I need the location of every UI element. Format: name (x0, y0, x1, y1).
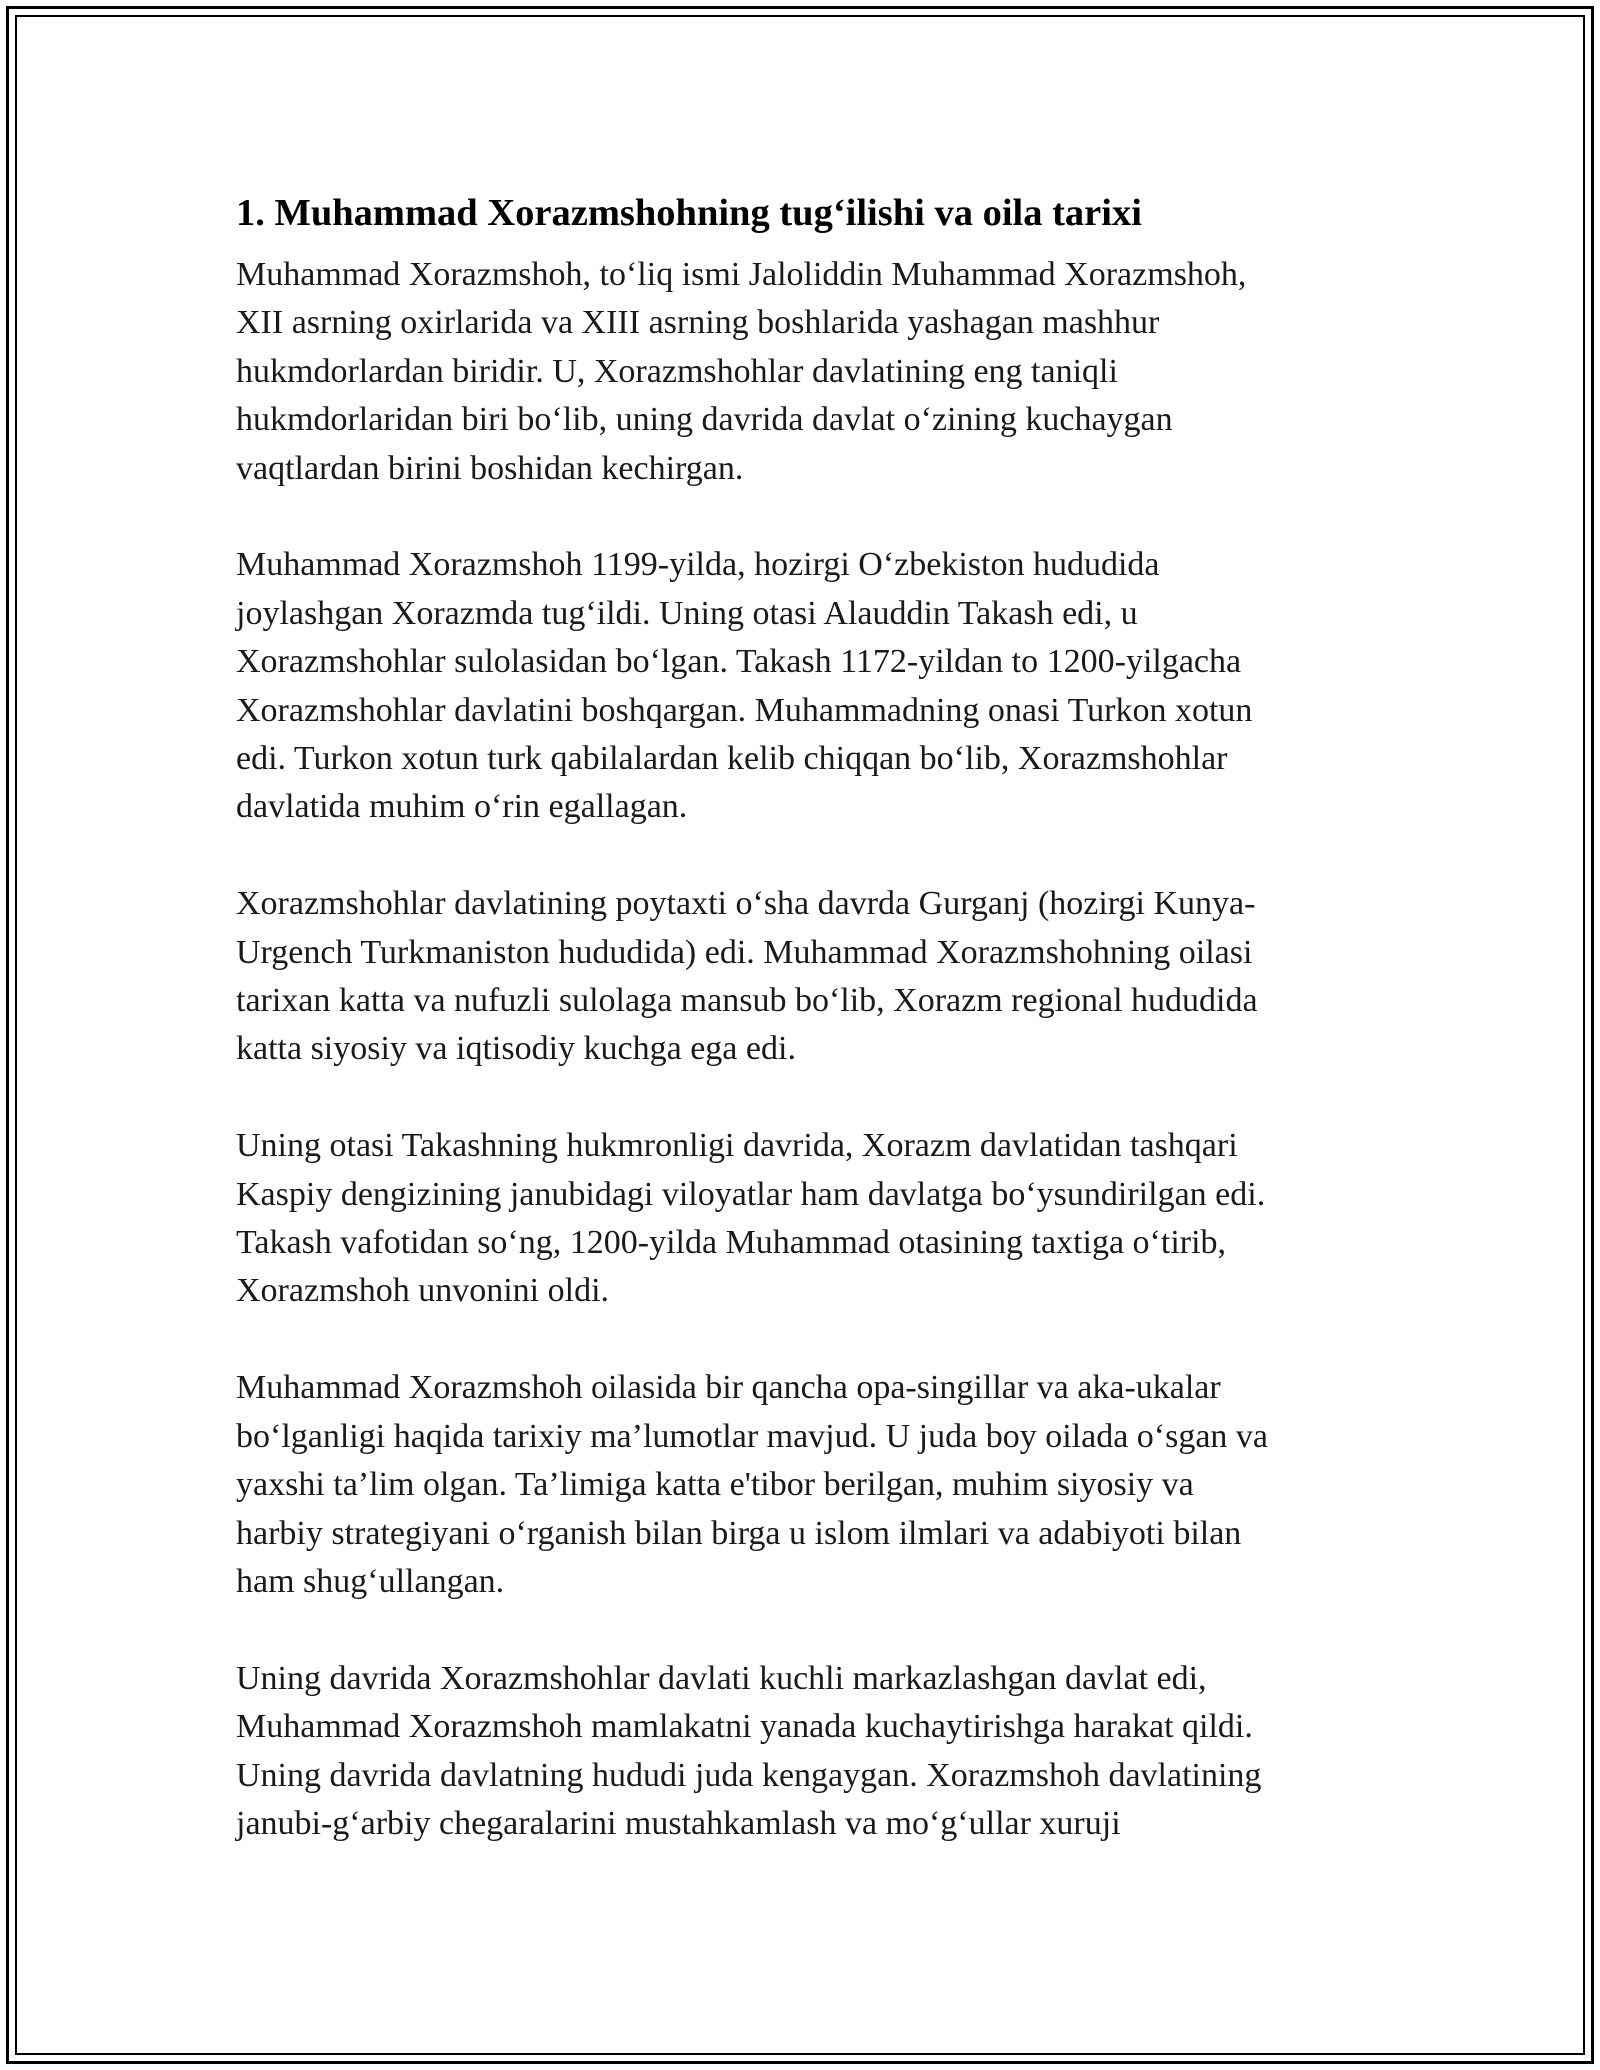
text-line: katta siyosiy va iqtisodiy kuchga ega edi. (236, 1030, 796, 1068)
text-line: Xorazmshoh unvonini oldi. (236, 1272, 610, 1310)
text-line: Xorazmshohlar davlatining poytaxti o‘sha davrda Gurganj (hozirgi Kunya- (236, 885, 1256, 923)
text-line: XII asrning oxirlarida va XIII asrning boshlarida yashagan mashhur (236, 304, 1160, 342)
text-line: tarixan katta va nufuzli sulolaga mansub bo‘lib, Xorazm regional hududida (236, 982, 1258, 1020)
text-line: Muhammad Xorazmshoh oilasida bir qancha opa-singillar va aka-ukalar (236, 1369, 1221, 1407)
text-line: Muhammad Xorazmshoh, to‘liq ismi Jaloliddin Muhammad Xorazmshoh, (236, 256, 1247, 293)
text-line: hukmdorlaridan biri bo‘lib, uning davrida davlat o‘zining kuchaygan (236, 401, 1173, 439)
paragraph-2 (236, 541, 1366, 831)
text-line: janubi-g‘arbiy chegaralarini mustahkamlash va mo‘g‘ullar xuruji (236, 1804, 1121, 1842)
text-line: Takash vafotidan so‘ng, 1200-yilda Muhammad otasining taxtiga o‘tirib, (236, 1224, 1227, 1262)
paragraph-4 (236, 1122, 1366, 1316)
text-line: Uning davrida davlatning hududi juda kengaygan. Xorazmshoh davlatining (236, 1756, 1262, 1794)
paragraph-1 (236, 251, 1366, 493)
text-line: Uning davrida Xorazmshohlar davlati kuchli markazlashgan davlat edi, (236, 1659, 1207, 1697)
text-line: harbiy strategiyani o‘rganish bilan birga u islom ilmlari va adabiyoti bilan (236, 1514, 1242, 1552)
text-line: hukmdorlardan biridir. U, Xorazmshohlar davlatining eng taniqli (236, 352, 1118, 390)
text-line: Xorazmshohlar davlatini boshqargan. Muhammadning onasi Turkon xotun (236, 691, 1253, 729)
paragraph-5 (236, 1364, 1366, 1606)
text-line: Urgench Turkmaniston hududida) edi. Muhammad Xorazmshohning oilasi (236, 933, 1253, 971)
document-body (236, 186, 1366, 1897)
text-line: ham shug‘ullangan. (236, 1562, 505, 1600)
text-line: Xorazmshohlar sulolasidan bo‘lgan. Takash 1172-yildan to 1200-yilgacha (236, 643, 1242, 681)
text-line: Kaspiy dengizining janubidagi viloyatlar ham davlatga bo‘ysundirilgan edi. (236, 1175, 1266, 1213)
text-line: davlatida muhim o‘rin egallagan. (236, 788, 688, 826)
section-heading: 1. Muhammad Xorazmshohning tug‘ilishi va oila tarixi (236, 192, 1142, 234)
text-line: bo‘lganligi haqida tarixiy ma’lumotlar mavjud. U juda boy oilada o‘sgan va (236, 1417, 1269, 1455)
paragraph-6 (236, 1655, 1366, 1849)
text-line: Muhammad Xorazmshoh 1199-yilda, hozirgi O‘zbekiston hududida (236, 546, 1160, 584)
text-line: Uning otasi Takashning hukmronligi davrida, Xorazm davlatidan tashqari (236, 1127, 1238, 1165)
text-line: vaqtlardan birini boshidan kechirgan. (236, 449, 744, 487)
text-line: Muhammad Xorazmshoh mamlakatni yanada kuchaytirishga harakat qildi. (236, 1708, 1253, 1746)
text-line: yaxshi ta’lim olgan. Ta’limiga katta e'tibor berilgan, muhim siyosiy va (236, 1466, 1194, 1504)
text-line: edi. Turkon xotun turk qabilalardan kelib chiqqan bo‘lib, Xorazmshohlar (236, 740, 1228, 778)
paragraph-3 (236, 880, 1366, 1074)
text-line: joylashgan Xorazmda tug‘ildi. Uning otasi Alauddin Takash edi, u (236, 594, 1138, 632)
